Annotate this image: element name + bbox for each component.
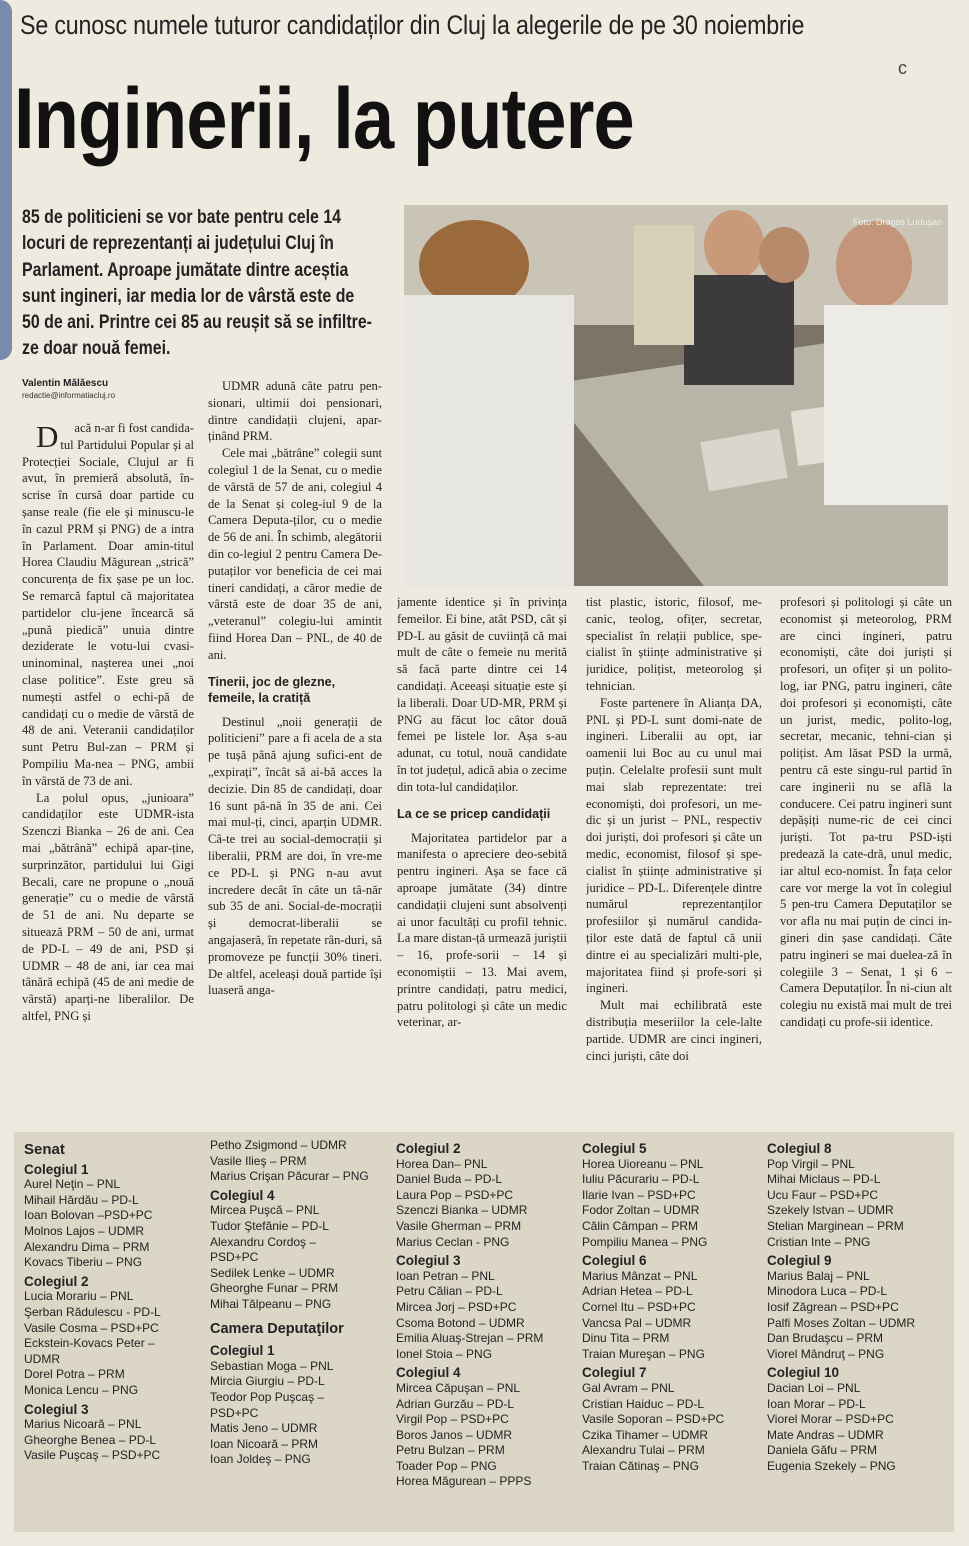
list-item: Mircea Jorj – PSD+PC — [396, 1299, 517, 1314]
list-item: Molnos Lajos – UDMR — [24, 1223, 145, 1238]
list-item: Ioan Petran – PNL — [396, 1268, 495, 1283]
college-heading: Colegiul 3 — [396, 1253, 461, 1269]
college-heading: Colegiul 5 — [582, 1141, 647, 1156]
college-heading: Colegiul 2 — [24, 1273, 89, 1289]
list-item: PSD+PC — [210, 1250, 259, 1265]
list-item: Ioan Bolovan –PSD+PC — [24, 1208, 153, 1223]
list-item: Laura Pop – PSD+PC — [396, 1187, 514, 1202]
list-item: Alexandru Tulai – PRM — [582, 1443, 705, 1458]
college-heading: Colegiul 8 — [767, 1141, 832, 1156]
list-item: Marius Balaj – PNL — [767, 1268, 870, 1283]
college-heading: Colegiul 6 — [582, 1253, 647, 1269]
paragraph: Destinul „noii generații de politicieni” pare a fi acela de a sta pe tușă până ajung sufici-ent de „expirați”, încât să ai-bă acces la decizie. Din 85 de candidați, doar 16 sunt pâ-nă în 35 de ani. Cei mai mul-ți, cinci, aparțin UDMR. Câ-te trei au social-democrații și liberalii, PRM are doi, în vre-me ce PD-L și PNG n-au avut incredere decât în câte un tâ-năr sub 35 de ani. Social-de-mocrații și democrat-liberalii se angajaseră, în repetate rân-duri, să promoveze pe funcții 30% tineri. De altfel, aceleași două partide își luaseră anga- — [208, 714, 382, 998]
list-item: Minodora Luca – PD-L — [767, 1284, 888, 1299]
list-item: Boros Janos – UDMR — [396, 1427, 513, 1442]
byline-email: redactie@informatiacluj.ro — [22, 391, 116, 400]
list-item: Iuliu Păcurariu – PD-L — [582, 1172, 700, 1187]
list-item: Marius Mânzat – PNL — [582, 1268, 698, 1283]
list-item: Traian Mureşan – PNG — [582, 1346, 705, 1361]
list-item: Iosif Zăgrean – PSD+PC — [767, 1299, 899, 1314]
paragraph: UDMR adună câte patru pen-sionari, ultimii doi pensionari, dintre candidații clujeni, apar-ținând PRM. — [208, 379, 382, 444]
candidates-column-4 — [582, 1138, 724, 1474]
list-item: Mircea Căpuşan – PNL — [396, 1380, 521, 1395]
photo-illustration — [404, 205, 948, 586]
college-heading: Colegiul 3 — [24, 1401, 89, 1417]
list-item: Teodor Pop Puşcaş – — [210, 1389, 325, 1404]
list-item: Emilia Aluaş-Strejan – PRM — [396, 1331, 544, 1346]
article-photo — [404, 205, 948, 586]
list-item: Eckstein-Kovacs Peter – — [24, 1336, 155, 1351]
candidates-column-3 — [396, 1138, 543, 1490]
list-item: Mihail Hărdău – PD-L — [24, 1192, 139, 1207]
list-item: Vancsa Pal – UDMR — [582, 1315, 692, 1330]
list-item: Marius Crişan Păcurar – PNG — [210, 1169, 369, 1184]
list-item: Mate Andras – UDMR — [767, 1427, 884, 1442]
list-item: Aurel Neţin – PNL — [24, 1177, 121, 1192]
list-item: Virgil Pop – PSD+PC — [396, 1412, 509, 1427]
list-item: Horea Dan– PNL — [396, 1156, 488, 1171]
list-item: Vasile Soporan – PSD+PC — [582, 1412, 725, 1427]
list-item: Ucu Faur – PSD+PC — [767, 1187, 879, 1202]
college-heading: Colegiul 9 — [767, 1253, 832, 1269]
list-item: Tudor Ştefănie – PD-L — [210, 1218, 329, 1233]
article-column-1 — [22, 420, 194, 1100]
byline: Valentin Mălăescu — [22, 378, 109, 389]
candidates-column-5 — [767, 1138, 915, 1474]
list-item: Mihai Miclaus – PD-L — [767, 1172, 881, 1187]
list-item: Ilarie Ivan – PSD+PC — [582, 1187, 696, 1202]
list-item: Lucia Morariu – PNL — [24, 1289, 134, 1304]
college-heading: Colegiul 1 — [24, 1161, 89, 1177]
list-item: Toader Pop – PNG — [396, 1458, 497, 1473]
list-item: Petru Bulzan – PRM — [396, 1443, 505, 1458]
list-item: Gal Avram – PNL — [582, 1380, 675, 1395]
college-heading: Colegiul 4 — [396, 1365, 461, 1381]
college-heading: Colegiul 10 — [767, 1365, 840, 1381]
college-heading: Colegiul 7 — [582, 1365, 647, 1381]
list-item: Cristian Inte – PNG — [767, 1234, 871, 1249]
list-item: Marius Nicoară – PNL — [24, 1417, 142, 1432]
list-item: Monica Lencu – PNG — [24, 1382, 139, 1397]
list-item: Călin Câmpan – PRM — [582, 1218, 699, 1233]
list-item: Adrian Hetea – PD-L — [582, 1284, 693, 1299]
list-item: Horea Măgurean – PPPS — [396, 1474, 532, 1489]
candidates-column-1 — [24, 1138, 161, 1464]
list-item: Fodor Zoltan – UDMR — [582, 1203, 700, 1218]
list-item: Vasile Cosma – PSD+PC — [24, 1320, 159, 1335]
list-item: Alexandru Cordoş – — [210, 1234, 317, 1249]
paragraph: jamente identice și în privința femeilor. Ei bine, atât PSD, cât și PD-L au găsit de cuviință că mai mult de câte o femeie nu merită să facă parte dintre cei 14 candidați. Aceeași situație este și la liberali. Doar UD-MR, PRM și PNG au făcut loc câtor două femei pe listele lor. Așa s-au adunat, cu totul, nouă candidate în tot județul, adică abia o zecime din tota-lul candidaților. — [397, 595, 567, 794]
candidates-column-2 — [210, 1138, 369, 1468]
list-item: Dorel Potra – PRM — [24, 1367, 125, 1382]
list-item: Dan Brudaşcu – PRM — [767, 1331, 884, 1346]
list-item: Horea Uioreanu – PNL — [582, 1156, 704, 1171]
list-item: Daniela Găfu – PRM — [767, 1443, 878, 1458]
list-item: Stelian Marginean – PRM — [767, 1218, 904, 1233]
paragraph: profesori și politologi și câte un economist și meteorolog, PRM are cinci ingineri, patru economiști, câte doi juriști și profesori, un ofițer și un polito-log, iar PNG, patru ingineri, câte doi profesori și economiști, câte un jurist, medic, polito-log, secretar, mecanic, tehni-cian și polițist. Am lăsat PSD la urmă, pentru că este singu-rul partid în care inginerii nu se află la conducere. Cei patru ingineri sunt depășiți nume-ric de cei cinci juriști. Tot pa-tru PSD-iști predează la cate-dră, unul medic, iar altul eco-nomist. În fața celor care vor merge la vot în colegiul 5 pen-tru Camera Deputaților se vor afla nu mai puțin de cinci in-gineri din șase candidați. Câte patru ingineri se mai duelea-ză în colegiile 3 – Senat, 1 și 6 – Camera Deputaților. În ni-ciun alt colegiu nu există mai mult de trei candidați cu profe-sii identice. — [780, 595, 952, 1029]
paragraph: Cele mai „bătrâne” colegii sunt colegiul 1 de la Senat, cu o medie de vârstă de 57 de ani, colegiul 4 de la Senat și coleg-iul 9 de la Camera Deputa-ților, cu o medie de 56 de ani. În schimb, alegătorii din co-legiul 2 pentru Camera De-putaților vor beneficia de cei mai tineri candidați, a căror medie de vârstă este de doar 35 de ani, „veteranul” colegiu-lui amintit fiind Horea Dan – PNL, de 40 de ani. — [208, 446, 382, 662]
page-edge-accent — [0, 0, 12, 360]
list-item: Daniel Buda – PD-L — [396, 1172, 503, 1187]
list-item: Dinu Tita – PRM — [582, 1331, 670, 1346]
paragraph: Majoritatea partidelor par a manifesta o apreciere deo-sebită pentru ingineri. Așa se face că aproape jumătate (34) dintre candidații clujeni sunt absolvenți ai unor facultăți cu profil tehnic. La mare distan-ță urmează juriștii – 16, profe-sorii – 14 și economiștii – 13. Mai avem, printre candidați, patru medici, patru politologi și câte un medic veterinar, ar- — [397, 830, 567, 1030]
list-item: Gheorghe Benea – PD-L — [24, 1432, 157, 1447]
article-column-5 — [780, 594, 952, 1114]
list-item: Szekely Istvan – UDMR — [767, 1203, 894, 1218]
list-item: Csoma Botond – UDMR — [396, 1315, 525, 1330]
list-item: Adrian Gurzău – PD-L — [396, 1396, 515, 1411]
list-item: Viorel Morar – PSD+PC — [767, 1412, 894, 1427]
article-column-4 — [586, 594, 762, 1100]
list-item: Ioan Joldeş – PNG — [210, 1452, 311, 1467]
kicker: Se cunosc numele tuturor candidaților din Cluj la alegerile de pe 30 noiembrie — [20, 10, 805, 40]
lead-paragraph: 85 de politicieni se vor bate pentru cele 14 locuri de reprezentanți ai județului Cluj în Parlament. Aproape jumătate dintre aceștia sunt ingineri, iar media lor de vârstă este de 50 de ani. Printre cei 85 au reușit să se infiltre- ze doar nouă femei. — [22, 206, 372, 360]
list-item: Eugenia Szekely – PNG — [767, 1458, 896, 1473]
college-heading: Colegiul 2 — [396, 1141, 461, 1156]
list-item: Dacian Loi – PNL — [767, 1380, 861, 1395]
photo-credit: Foto: Dragoș Ludușan — [852, 217, 942, 227]
list-item: Petho Zsigmond – UDMR — [210, 1138, 347, 1152]
paragraph: La polul opus, „junioara” candidaților este UDMR-ista Szenczi Bianka – 26 de ani. Cea mai „bătrână” echipă apar-ține, surprinzător, partidului lui Gigi Becali, care ne propune o „nouă generație” cu o medie de vârstă de 51 de ani. Nu departe se situează PRM – 50 de ani, urmat de PD-L – 49 de ani, PSD și UDMR – 48 de ani, iar cea mai tânără echipă (45 de ani medie de vârstă) aparți-ne liberalilor. De altfel, PNG și — [22, 790, 194, 1023]
headline: Inginerii, la putere — [14, 71, 634, 167]
list-item: Cristian Haiduc – PD-L — [582, 1396, 705, 1411]
list-item: Şerban Rădulescu - PD-L — [24, 1304, 161, 1319]
list-item: Petru Călian – PD-L — [396, 1284, 503, 1299]
list-item: Viorel Mândruţ – PNG — [767, 1346, 885, 1361]
list-item: Pop Virgil – PNL — [767, 1156, 855, 1171]
list-item: Vasile Puşcaş – PSD+PC — [24, 1448, 161, 1463]
list-item: Ioan Morar – PD-L — [767, 1396, 866, 1411]
list-item: Marius Ceclan - PNG — [396, 1234, 510, 1249]
list-item: Palfi Moses Zoltan – UDMR — [767, 1315, 916, 1330]
list-item: Cornel Itu – PSD+PC — [582, 1299, 696, 1314]
college-heading: Colegiul 4 — [210, 1187, 275, 1203]
article-column-2 — [208, 378, 382, 1100]
section-heading-senat: Senat — [24, 1141, 65, 1158]
list-item: UDMR — [24, 1351, 60, 1366]
list-item: Alexandru Dima – PRM — [24, 1239, 150, 1254]
list-item: Mircea Puşcă – PNL — [210, 1203, 320, 1218]
list-item: Mircia Giurgiu – PD-L — [210, 1374, 325, 1389]
article-column-3 — [397, 594, 567, 1100]
pen-mark: c — [898, 58, 907, 78]
list-item: Sedilek Lenke – UDMR — [210, 1265, 335, 1280]
list-item: Gheorghe Funar – PRM — [210, 1281, 339, 1296]
list-item: Matis Jeno – UDMR — [210, 1421, 318, 1436]
college-heading: Colegiul 1 — [210, 1343, 275, 1359]
list-item: Mihai Tălpeanu – PNG — [210, 1296, 332, 1311]
list-item: Ionel Stoia – PNG — [396, 1346, 493, 1361]
list-item: Ioan Nicoară – PRM — [210, 1436, 319, 1451]
list-item: Pompiliu Manea – PNG — [582, 1234, 708, 1249]
subheading: Tinerii, joc de glezne, femeile, la cratiță — [208, 674, 336, 705]
paragraph: Mult mai echilibrată este distribuția meseriilor la cele-lalte partide. UDMR are cinci ingineri, cinci juriști, câte doi — [586, 998, 762, 1063]
paragraph: tist plastic, istoric, filosof, me-canic, teolog, ofițer, secretar, specialist în relații publice, spe-cialist în științe administrative și juridice, polițist, meteorolog și tehnician. — [586, 595, 762, 693]
list-item: Traian Cătinaş – PNG — [582, 1458, 699, 1473]
list-item: Kovacs Tiberiu – PNG — [24, 1255, 143, 1270]
list-item: Szenczi Bianka – UDMR — [396, 1203, 528, 1218]
paragraph: Dacă n-ar fi fost candida-tul Partidului Popular și al Protecției Sociale, Clujul ar fi avut, în premieră absolută, în-scrise în cursă doar partide cu șanse reale (fie ele și minuscu-le în cazul PRM și PNG) de a intra în Parlament. Doar amin-titul Horea Claudiu Măgurean „strică” concurența de fix șase pe un loc. Se remarcă faptul că majoritatea partidelor clu-jene încearcă să „pună piedică” unuia dintre deziderate le votu-lui cvasi-uninominal, nașterea unei „noi clase politice”. Este greu să numești astfel o echi-pă de candidați cu o medie de vârstă de 48 de ani. Veteranii candidaților sunt Petru Bul-zan – PRM și Pompiliu Ma-nea – PNG, ambii în vârstă de 73 de ani. — [22, 420, 194, 788]
paragraph: Foste partenere în Alianța DA, PNL și PD-L sunt domi-nate de ingineri. Liberalii au opt, iar oamenii lui Boc au cu unul mai puțin. Celelalte profesii sunt mult mai slab reprezentate: trei economiști, doi profesori, un me-dic și un jurist – PNL, respectiv doi juriști, doi profesori și câte un medic, economist, filosof și spe-cialist în științe administrative și juridice – PD-L. Diferențele dintre numărul reprezentanților profesiilor și numărul candida-ților este dată de faptul că unii dintre ei au specializări multi-ple, majoritatea fiind și profe-sori și ingineri. — [586, 695, 762, 996]
list-item: PSD+PC — [210, 1405, 259, 1420]
list-item: Vasile Gherman – PRM — [396, 1218, 522, 1233]
subheading: La ce se pricep candidații — [397, 806, 551, 821]
list-item: Czika Tihamer – UDMR — [582, 1427, 709, 1442]
list-item: Sebastian Moga – PNL — [210, 1358, 334, 1373]
list-item: Vasile Ilieş – PRM — [210, 1153, 307, 1168]
section-heading-camera: Camera Deputaţilor — [210, 1320, 344, 1337]
